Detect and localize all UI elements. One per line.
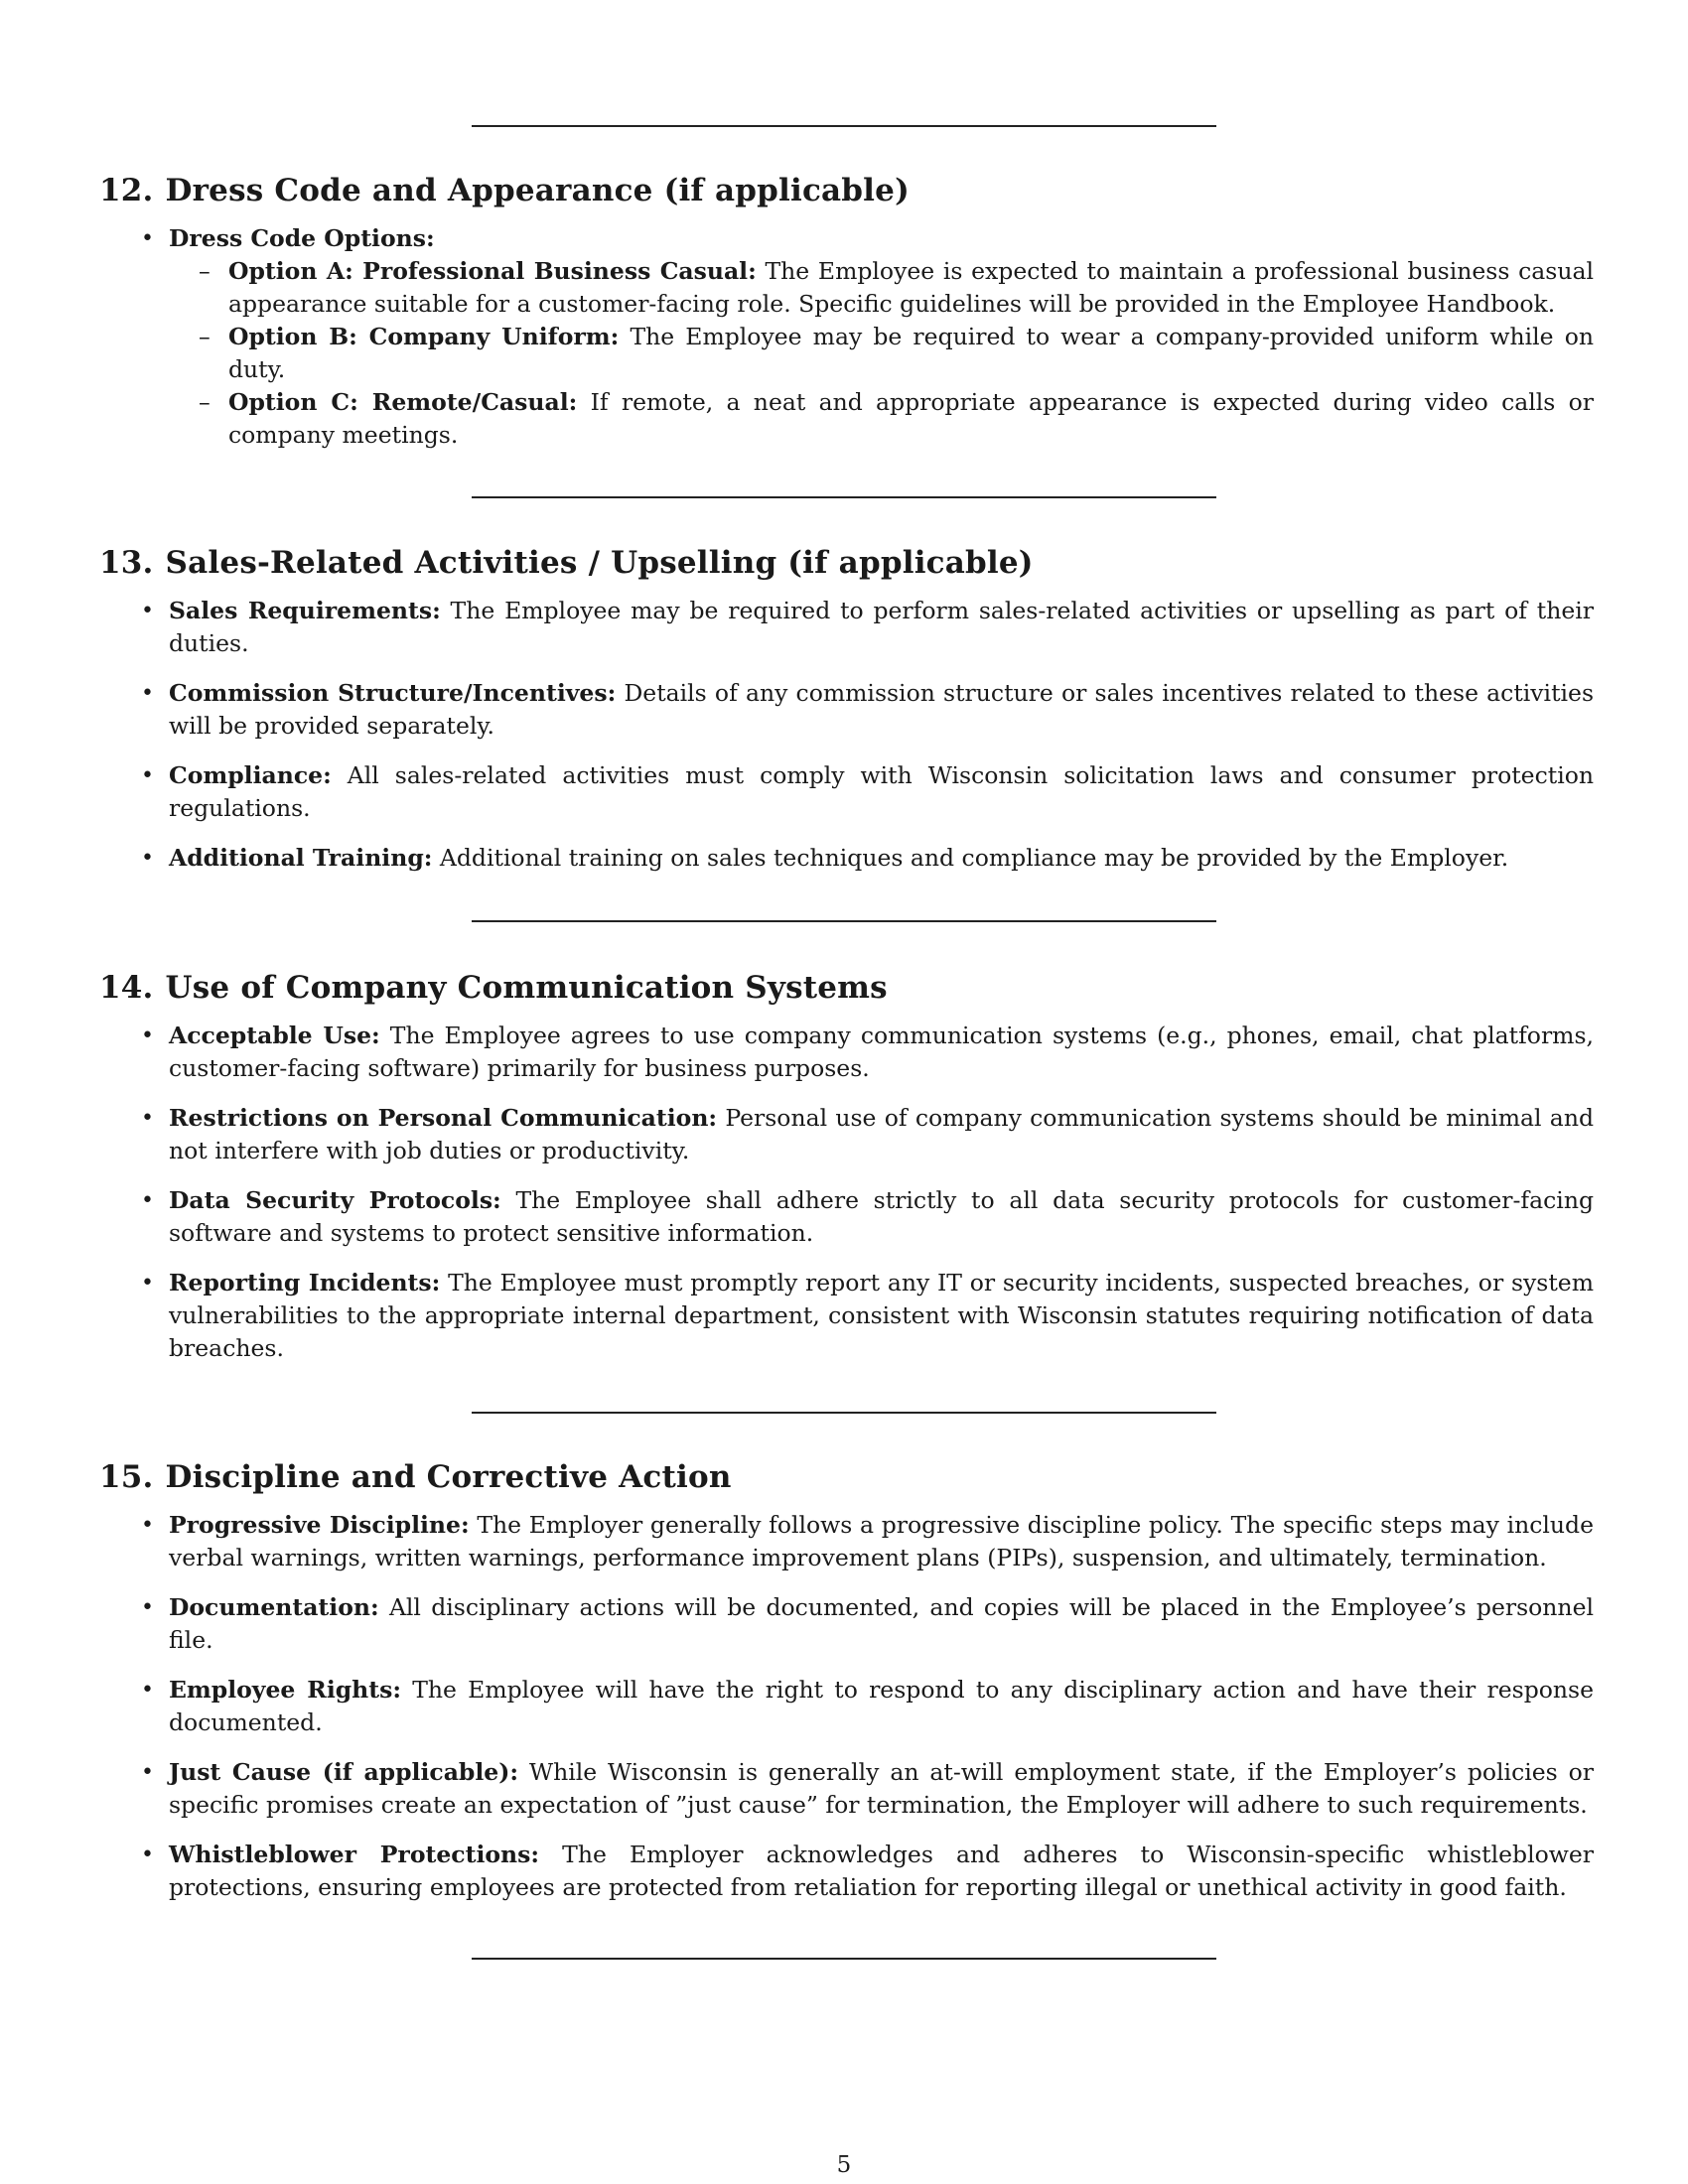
sub-list-item	[169, 255, 1594, 321]
item-label: Reporting Incidents:	[169, 1269, 441, 1297]
list-item	[99, 1020, 1594, 1085]
item-label: Restrictions on Personal Communication:	[169, 1104, 718, 1132]
list-item	[99, 759, 1594, 825]
section-heading	[99, 968, 1594, 1008]
page-number: 5	[836, 2152, 852, 2178]
item-label: Progressive Discipline:	[169, 1511, 470, 1539]
item-label: Employee Rights:	[169, 1676, 402, 1704]
item-label: Dress Code Options:	[169, 224, 435, 252]
item-text: All sales-related activities must comply with Wisconsin solicitation laws and consumer protection regulations.	[169, 761, 1594, 822]
bullet-list	[99, 1020, 1594, 1365]
sub-list	[169, 255, 1594, 452]
section-divider	[472, 1412, 1216, 1414]
list-item	[99, 677, 1594, 743]
section-heading	[99, 543, 1594, 583]
section-divider	[472, 496, 1216, 498]
list-item	[99, 1839, 1594, 1904]
subitem-text: The Employee is expected to maintain a professional business casual appearance suitable for a customer-facing role. Specific guidelines will be provided in the Employee Handbook.	[228, 257, 1594, 318]
item-text: All disciplinary actions will be documented, and copies will be placed in the Employee’s personnel file.	[169, 1593, 1594, 1654]
subitem-label: Option C: Remote/Casual:	[228, 388, 578, 416]
item-text: Additional training on sales techniques and compliance may be provided by the Employer.	[432, 844, 1509, 872]
section-heading	[99, 1457, 1594, 1497]
bullet-list	[99, 222, 1594, 452]
list-item	[99, 595, 1594, 660]
sub-list-item	[169, 386, 1594, 452]
sub-list-item	[169, 321, 1594, 386]
list-item	[99, 1509, 1594, 1574]
item-text: The Employee will have the right to respond to any disciplinary action and have their response documented.	[169, 1676, 1594, 1736]
item-text: The Employee agrees to use company communication systems (e.g., phones, email, chat platforms, customer-facing software) primarily for business purposes.	[169, 1022, 1594, 1082]
section-heading	[99, 171, 1594, 210]
item-label: Commission Structure/Incentives:	[169, 679, 617, 707]
item-label: Additional Training:	[169, 844, 433, 872]
item-text: The Employer generally follows a progressive discipline policy. The specific steps may include verbal warnings, written warnings, performance improvement plans (PIPs), suspension, and ultimately, termination.	[169, 1511, 1594, 1571]
item-label: Just Cause (if applicable):	[169, 1758, 519, 1786]
item-text: Personal use of company communication systems should be minimal and not interfere with job duties or productivity.	[169, 1104, 1594, 1164]
item-label: Whistleblower Protections:	[169, 1841, 540, 1868]
section-14	[99, 968, 1594, 1365]
section-title: Discipline and Corrective Action	[165, 1459, 732, 1495]
section-number: 12.	[99, 173, 154, 208]
section-number: 14.	[99, 970, 154, 1006]
list-item	[99, 1102, 1594, 1167]
list-item	[99, 222, 1594, 452]
section-divider	[472, 125, 1216, 127]
bullet-list	[99, 595, 1594, 875]
item-label: Documentation:	[169, 1593, 379, 1621]
section-12	[99, 171, 1594, 452]
bullet-list	[99, 1509, 1594, 1904]
item-text: While Wisconsin is generally an at-will employment state, if the Employer’s policies or specific promises create an expectation of ”just cause” for termination, the Employer will adhere to such requirements.	[169, 1758, 1594, 1819]
subitem-label: Option A: Professional Business Casual:	[228, 257, 757, 285]
subitem-text: The Employee may be required to wear a company-provided uniform while on duty.	[228, 323, 1594, 383]
item-label: Compliance:	[169, 761, 332, 789]
item-label: Acceptable Use:	[169, 1022, 380, 1049]
item-text: The Employer acknowledges and adheres to Wisconsin-specific whistleblower protections, ensuring employees are protected from retaliation for reporting illegal or unethical activity in good faith.	[169, 1841, 1595, 1901]
item-label: Sales Requirements:	[169, 597, 441, 624]
list-item	[99, 842, 1594, 875]
section-13	[99, 543, 1594, 875]
list-item	[99, 1756, 1594, 1822]
subitem-text: If remote, a neat and appropriate appearance is expected during video calls or company meetings.	[228, 388, 1594, 449]
list-item	[99, 1591, 1594, 1657]
subitem-label: Option B: Company Uniform:	[228, 323, 620, 350]
item-label: Data Security Protocols:	[169, 1186, 501, 1214]
list-item	[99, 1674, 1594, 1739]
section-title: Use of Company Communication Systems	[165, 970, 888, 1006]
item-text: The Employee must promptly report any IT or security incidents, suspected breaches, or system vulnerabilities to the appropriate internal department, consistent with Wisconsin statutes requiring notification of data breaches.	[169, 1269, 1594, 1362]
item-text: The Employee may be required to perform sales-related activities or upselling as part of their duties.	[169, 597, 1594, 657]
section-number: 15.	[99, 1459, 154, 1495]
section-title: Dress Code and Appearance (if applicable)	[165, 173, 910, 208]
item-text: The Employee shall adhere strictly to all data security protocols for customer-facing software and systems to protect sensitive information.	[169, 1186, 1594, 1247]
list-item	[99, 1184, 1594, 1250]
list-item	[99, 1267, 1594, 1365]
item-text: Details of any commission structure or sales incentives related to these activities will be provided separately.	[169, 679, 1595, 740]
section-number: 13.	[99, 545, 154, 581]
section-divider	[472, 1958, 1216, 1960]
section-title: Sales-Related Activities / Upselling (if applicable)	[165, 545, 1034, 581]
section-divider	[472, 920, 1216, 922]
section-15	[99, 1457, 1594, 1904]
